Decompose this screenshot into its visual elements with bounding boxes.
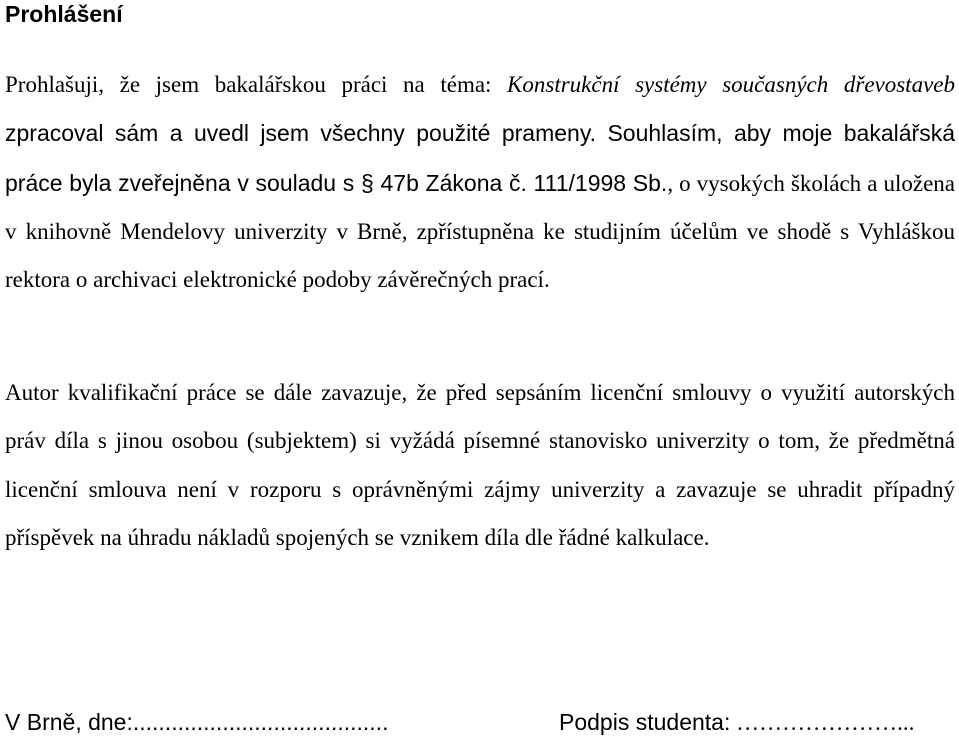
obligation-paragraph: Autor kvalifikační práce se dále zavazuje, že před sepsáním licenční smlouvy o využití autorských práv díla s jinou osobou (subjektem) si vyžádá písemné stanovisko univerzity o tom, že předmětná licenční smlouva není v rozporu s oprávněnými zájmy univerzity a zavazuje se uhradit případný příspěvek na úhradu nákladů spojených se vznikem díla dle řádné kalkulace.	[5, 380, 955, 550]
place-date-label: V Brně, dne:	[5, 709, 133, 735]
place-date-dots: ........................................	[132, 709, 389, 735]
signature-line	[559, 706, 914, 739]
declaration-paragraph	[5, 60, 955, 304]
page-title: Prohlášení	[5, 1, 123, 27]
thesis-topic: Konstrukční systémy současných dřevostaveb	[507, 72, 955, 97]
place-date-line	[5, 706, 388, 738]
signature-label: Podpis studenta:	[559, 709, 731, 735]
declaration-intro: Prohlašuji, že jsem bakalářskou práci na téma:	[5, 72, 508, 97]
declaration-statement: zpracoval sám a uvedl jsem všechny použité prameny. Souhlasím, aby moje bakalářská práce byla zveřejněna v souladu s § 47b Zákona č. 111/1998 Sb.	[5, 120, 955, 196]
signature-dots: …………………...	[730, 710, 915, 735]
declaration-continuation: , o vysokých školách a uložena v knihovně Mendelovy univerzity v Brně, zpřístupněna ke studijním účelům ve shodě s Vyhláškou rektora o archivaci elektronické podoby závěrečných prací.	[5, 170, 955, 293]
